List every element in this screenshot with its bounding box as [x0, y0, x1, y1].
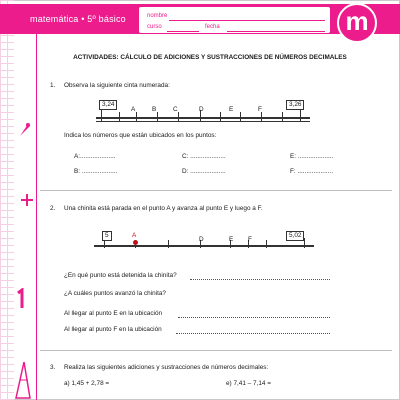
q1-point-b: B [152, 106, 157, 113]
q1-point-d: D [199, 106, 204, 113]
q2-point-e: E [229, 236, 234, 243]
logo [337, 3, 377, 43]
grid-strip [0, 0, 14, 400]
one-icon [14, 288, 28, 310]
q1-answer-b[interactable]: B: .................... [74, 168, 118, 175]
q2-start-value: 5 [102, 231, 112, 241]
nombre-field[interactable] [169, 20, 325, 21]
q1-tick [136, 112, 137, 122]
q3-number: 3. [50, 364, 56, 371]
q1-tick [261, 112, 262, 122]
q1-point-c: C [173, 106, 178, 113]
q1-tick [178, 112, 179, 122]
ladybug-icon [133, 240, 138, 245]
page-title: ACTIVIDADES: CÁLCULO DE ADICIONES Y SUSTRACCIONES DE NÚMEROS DECIMALES [73, 54, 347, 61]
q1-prompt: Observa la siguiente cinta numerada: [64, 82, 170, 89]
q2-question-2: ¿A cuáles puntos avanzó la chinita? [64, 290, 166, 297]
q1-answer-d[interactable]: D: .................... [182, 168, 226, 175]
curso-label: curso [147, 24, 162, 30]
q3-item-a[interactable]: a) 1,45 + 2,78 = [64, 380, 110, 387]
q2-tick [168, 240, 169, 248]
name-box [139, 7, 330, 33]
plus-icon [20, 193, 34, 207]
q1-end-value: 3,26 [286, 100, 304, 110]
q1-tick [220, 112, 221, 122]
section-divider [40, 350, 392, 351]
q1-tick [282, 112, 283, 122]
q2-tick [266, 240, 267, 248]
q1-answer-e[interactable]: E: .................... [290, 153, 334, 160]
q2-question-1: ¿En qué punto está detenida la chinita? [64, 272, 177, 279]
q2-prompt: Una chinita está parada en el punto A y avanza al punto E y luego a F. [64, 205, 263, 212]
nombre-label: nombre [147, 13, 168, 19]
fecha-field[interactable] [227, 31, 325, 32]
subject-label: matemática • 5º básico [30, 14, 126, 24]
compass-icon [16, 120, 36, 140]
q1-tick [101, 110, 102, 122]
q1-tick [157, 112, 158, 122]
q1-tick [300, 110, 301, 122]
q1-answer-c[interactable]: C: .................... [182, 153, 226, 160]
q3-prompt: Realiza las siguientes adiciones y sustracciones de números decimales: [64, 364, 269, 371]
q1-tick [240, 112, 241, 122]
q2-answer-4-line[interactable] [176, 333, 330, 334]
q2-answer-1-line[interactable] [190, 279, 330, 280]
ruler-icon [12, 360, 34, 400]
q2-question-3: Al llegar al punto E en la ubicación [64, 310, 163, 317]
logo-letter: m [345, 6, 369, 36]
q3-item-e[interactable]: e) 7,41 – 7,14 = [226, 380, 271, 387]
margin-line [36, 34, 37, 400]
q1-point-e: E [229, 106, 234, 113]
q1-answer-f[interactable]: F: .................... [290, 168, 333, 175]
q2-end-value: 5,02 [286, 231, 304, 241]
q1-point-a: A [131, 106, 136, 113]
q1-point-f: F [258, 106, 262, 113]
q1-tick [119, 112, 120, 122]
q2-number-line [94, 245, 314, 247]
fecha-label: fecha [205, 24, 220, 30]
q2-number: 2. [50, 205, 56, 212]
q1-number: 1. [50, 82, 56, 89]
q1-answer-a[interactable]: A:.................... [74, 153, 116, 160]
q2-answer-3-line[interactable] [178, 317, 330, 318]
q2-point-a: A [132, 232, 137, 239]
q1-number-line [96, 117, 310, 119]
q1-start-value: 3,24 [99, 100, 117, 110]
curso-field[interactable] [167, 31, 199, 32]
q1-instruction: Indica los números que están ubicados en los puntos: [64, 132, 217, 139]
q2-point-f: F [248, 236, 252, 243]
q2-point-d: D [199, 236, 204, 243]
q1-number-line-lower [96, 121, 310, 122]
q2-question-4: Al llegar al punto F en la ubicación [64, 326, 162, 333]
section-divider [40, 190, 392, 191]
